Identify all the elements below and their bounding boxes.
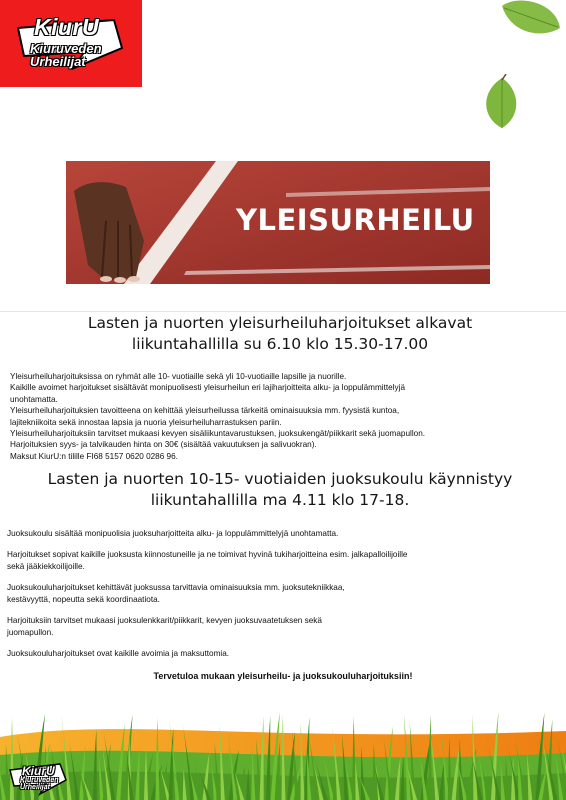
section2-heading xyxy=(30,469,530,511)
divider xyxy=(0,311,566,312)
section2-paragraph xyxy=(7,528,557,540)
leaf-icon xyxy=(498,0,562,40)
logo-sub-line2: Urheilijat xyxy=(30,54,86,69)
section1-heading-line2: liikuntahallilla su 6.10 klo 15.30-17.00 xyxy=(131,335,429,353)
body-line: Maksut KiurU:n tilille FI68 5157 0620 0286 96. xyxy=(10,451,178,461)
body-line: Yleisurheiluharjoituksiin tarvitset mukaasi kevyen sisäliikuntavarustuksen, juoksukengät/piikkarit sekä juomapullon. xyxy=(10,429,426,439)
section1-heading xyxy=(30,313,530,355)
footer-logo-name: KiurU xyxy=(22,764,55,778)
welcome-text: Tervetuloa mukaan yleisurheilu- ja juoksukouluharjoituksiin! xyxy=(153,671,413,681)
body-line: Yleisurheiluharjoituksissa on ryhmät alle 10- vuotiaille sekä yli 10-vuotiaille lapsille ja nuorille. xyxy=(10,372,347,381)
body-line: Juoksukoulu sisältää monipuolisia juoksuharjoitteita alku- ja loppulämmittelyjä unohtamatta. xyxy=(7,529,339,538)
body-line: Harjoituksien syys- ja talvikauden hinta on 30€ (sisältää vakuutuksen ja salivuokran). xyxy=(10,440,317,450)
grass-decoration xyxy=(0,697,566,800)
logo-subtitle xyxy=(30,42,102,68)
body-line: juomapullon. xyxy=(7,627,54,637)
body-line: Kaikille avoimet harjoitukset sisältävät monipuolisesti yleisurheilun eri lajiharjoitteita alku- ja loppulämmittelyjä xyxy=(10,383,405,393)
section2-heading-line1: Lasten ja nuorten 10-15- vuotiaiden juoksukoulu käynnistyy xyxy=(47,470,513,488)
body-line: lajitekniikoita sekä innostaa lapsia ja nuoria yleisurheiluharrastuksen pariin. xyxy=(10,417,282,427)
footer-logo-sub-line1: Kiuruveden xyxy=(20,777,59,784)
banner-image xyxy=(66,161,490,284)
section2-paragraph xyxy=(7,549,557,572)
body-line: unohtamatta. xyxy=(10,394,58,404)
section2-paragraph xyxy=(7,582,557,605)
footer-logo-subtitle xyxy=(20,777,59,791)
leaf-icon xyxy=(478,74,522,130)
body-line: Harjoituksiin tarvitset mukaasi juoksulenkkarit/piikkarit, kevyen juoksuvaatetuksen sekä xyxy=(7,616,322,625)
section2-paragraph xyxy=(7,615,557,638)
logo-name: KiurU xyxy=(34,14,100,40)
body-line: Harjoitukset sopivat kaikille juoksusta kiinnostuneille ja ne toimivat hyvinä tukiharjoitteina esim. jalkapalloilijoille xyxy=(7,550,408,559)
section2-heading-line2: liikuntahallilla ma 4.11 klo 17-18. xyxy=(150,491,410,509)
logo-sub-line1: Kiuruveden xyxy=(30,41,102,56)
body-line: Yleisurheiluharjoituksien tavoitteena on kehittää yleisurheilussa tärkeitä ominaisuuksia mm. fyysistä kuntoa, xyxy=(10,406,400,416)
section2-paragraph xyxy=(7,648,557,660)
body-line: Juoksukouluharjoitukset ovat kaikille avoimia ja maksuttomia. xyxy=(7,649,230,658)
body-line: kestävyyttä, nopeutta sekä koordinaatiota. xyxy=(7,594,160,604)
body-line: Juoksukouluharjoitukset kehittävät juoksussa tarvittavia ominaisuuksia mm. juoksutekniikkaa, xyxy=(7,583,345,592)
banner-title: YLEISURHEILU xyxy=(236,203,475,237)
section1-body xyxy=(10,371,560,462)
footer-logo-sub-line2: Urheilijat xyxy=(20,784,50,791)
footer-logo xyxy=(8,762,68,796)
kiuru-logo xyxy=(0,0,142,87)
section1-heading-line1: Lasten ja nuorten yleisurheiluharjoitukset alkavat xyxy=(87,314,473,332)
body-line: sekä jääkiekkoilijoille. xyxy=(7,561,85,571)
